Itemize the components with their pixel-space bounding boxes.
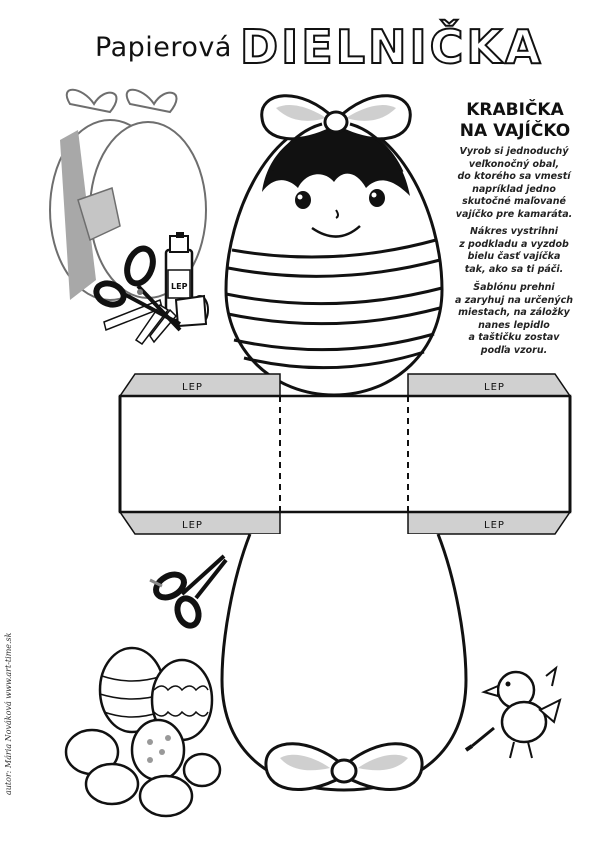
glue-label: LEP [182, 382, 203, 393]
box-net [120, 374, 570, 534]
heading-line-2: NA VAJÍČKO [459, 121, 571, 141]
glue-label: LEP [484, 382, 505, 393]
instruction-paragraph: Šablónu prehni a zaryhuj na určených miestach, na záložky nanes lepidlo a taštičku zostav podľa vzoru. [455, 282, 573, 356]
chick-icon [466, 668, 560, 758]
glue-label: LEP [484, 520, 505, 531]
author-credit: autor: Mária Nováková www.art-time.sk [4, 632, 13, 795]
glue-label: LEP [182, 520, 203, 531]
title-main: DIELNIČKA [240, 20, 544, 74]
heading-line-1: KRABIČKA [466, 100, 564, 120]
easter-eggs-icon [66, 648, 220, 816]
instructions-heading [440, 100, 590, 142]
instruction-paragraph: Nákres vystrihni z podkladu a vyzdob bielu časť vajíčka tak, ako sa ti páči. [459, 226, 569, 275]
top-egg-face [226, 120, 442, 395]
title-prefix: Papierová [95, 32, 232, 63]
bottom-egg [222, 534, 466, 790]
glue-bottle-label: LEP [171, 282, 188, 291]
instruction-paragraph: Vyrob si jednoduchý veľkonočný obal, do ktorého sa vmestí napríklad jedno skutočné maľované vajíčko pre kamaráta. [455, 146, 573, 220]
scissors-icon [150, 556, 226, 629]
